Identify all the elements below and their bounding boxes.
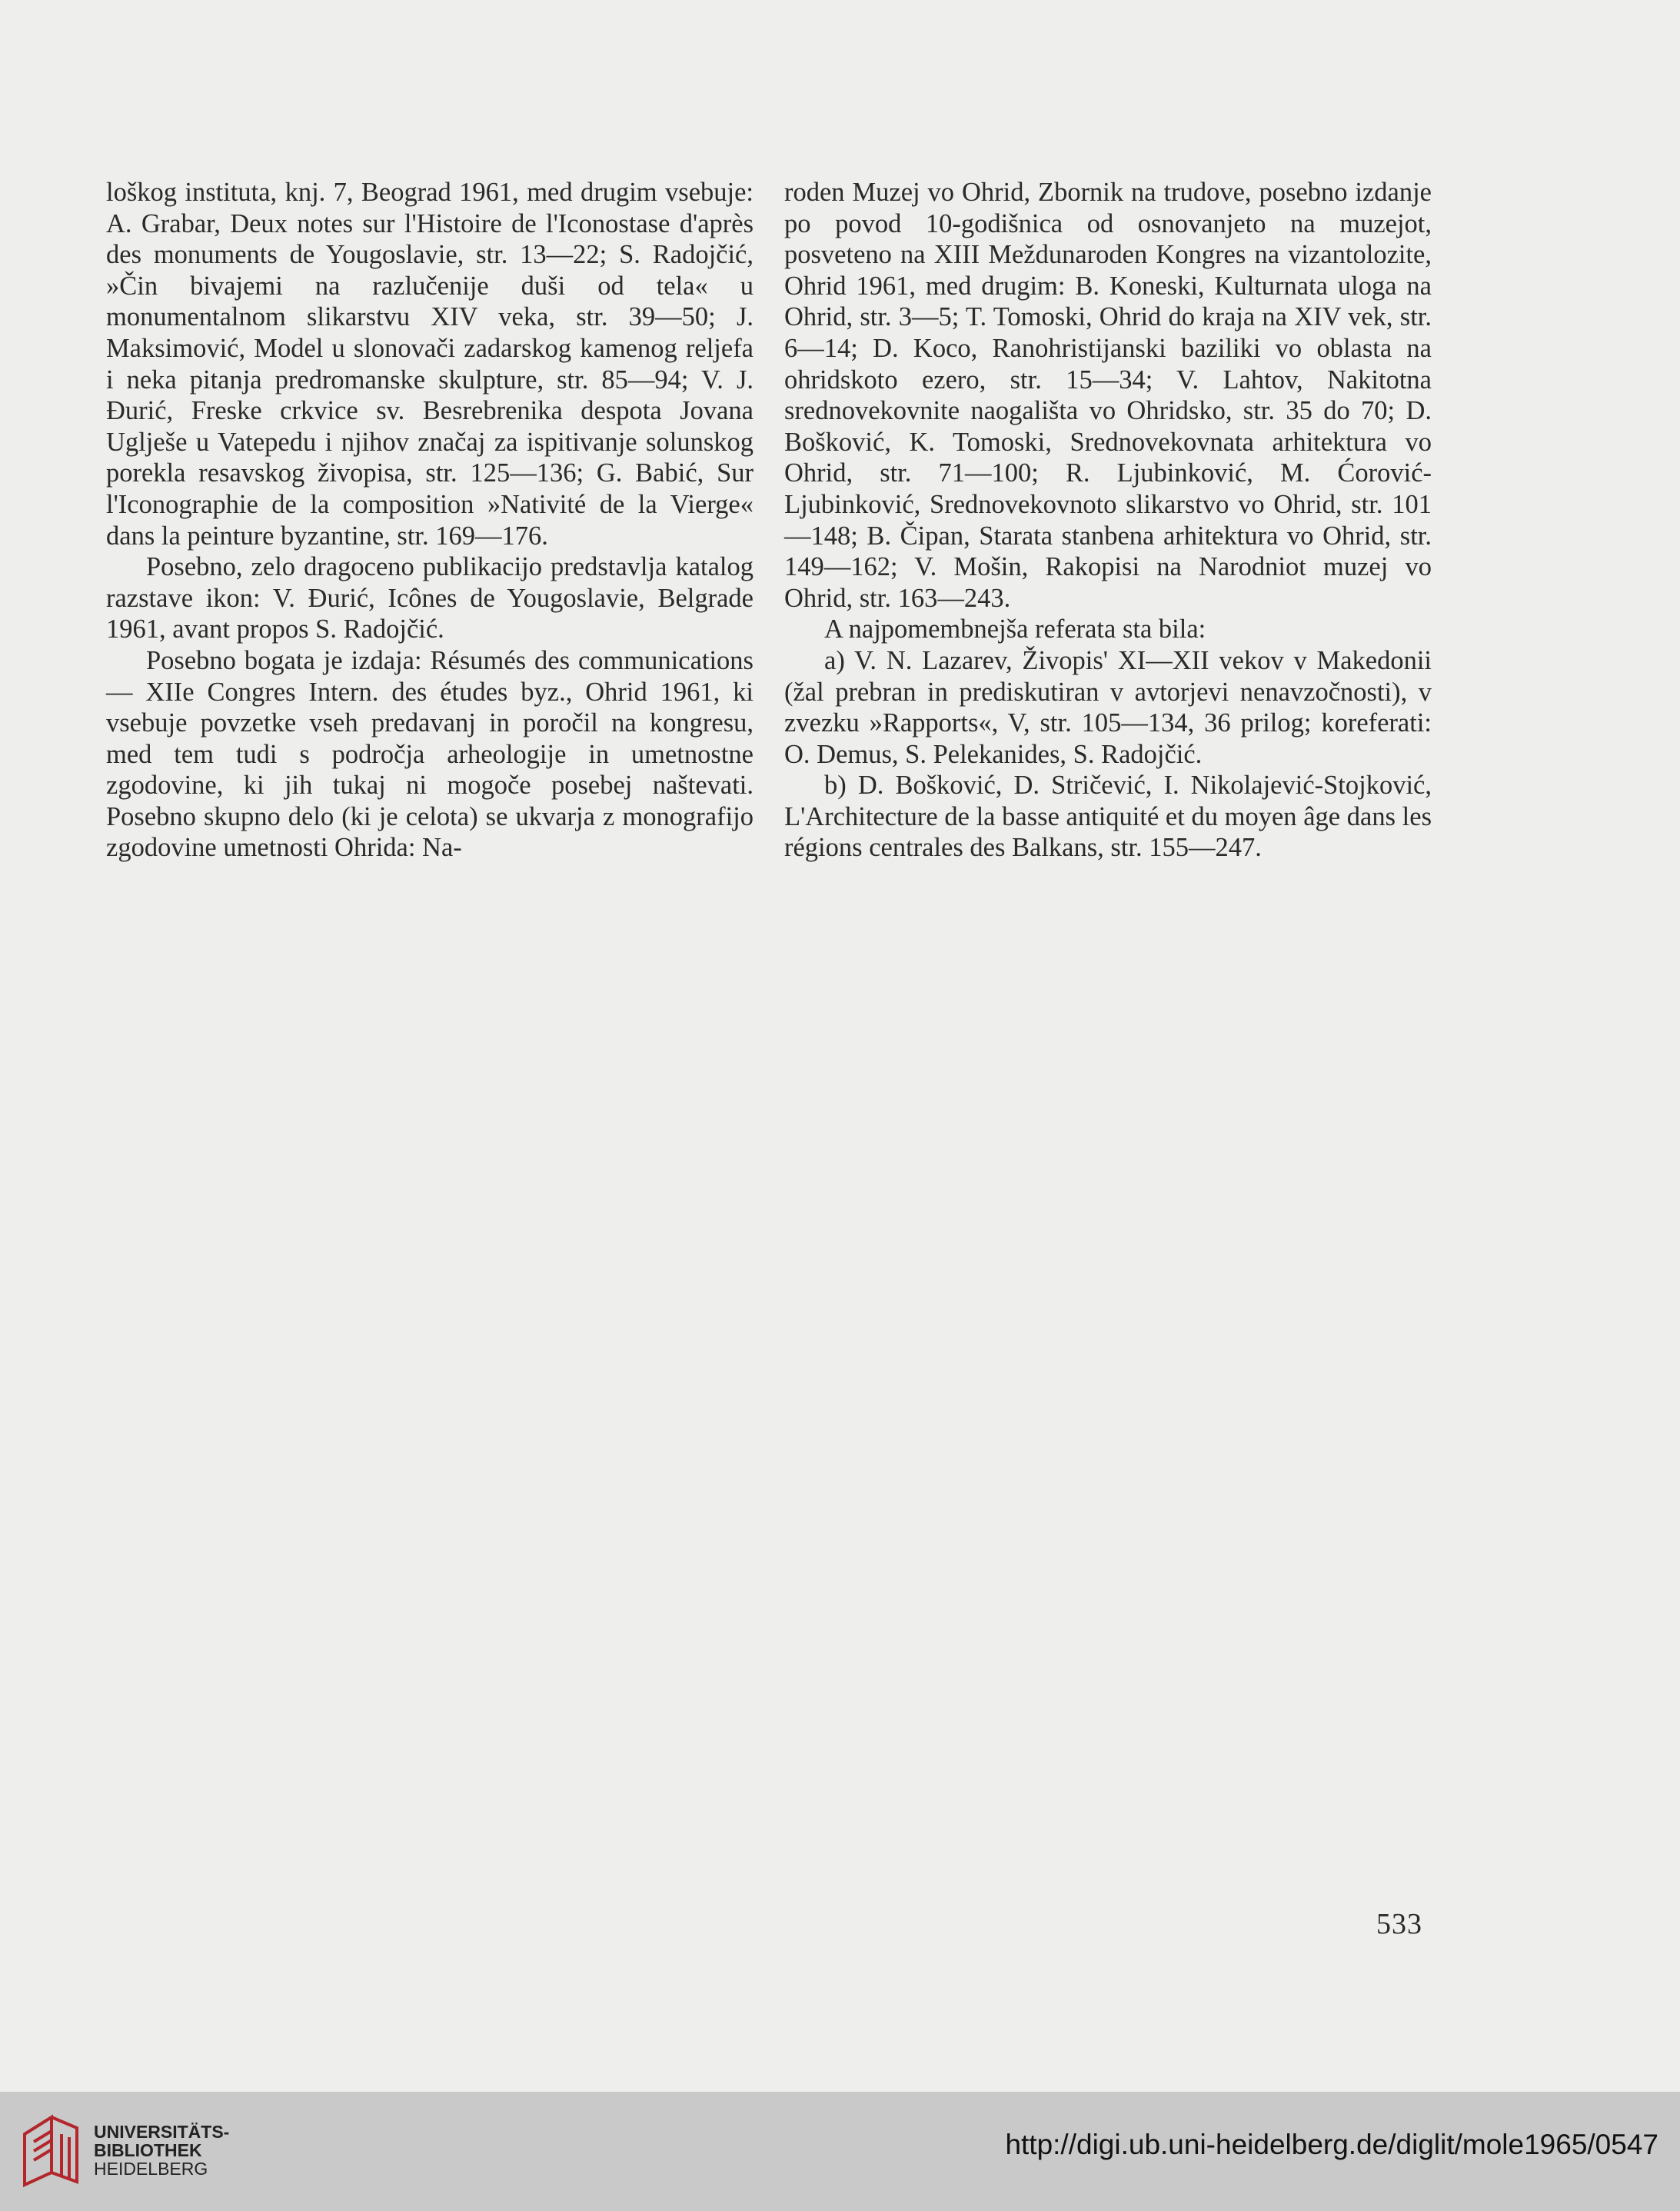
left-text-column [106, 177, 754, 864]
library-logo-icon [17, 2111, 83, 2188]
paragraph: Posebno, zelo dragoceno publikacijo predstavlja katalog razstave ikon: V. Đurić, Icônes de Yougoslavie, Belgrade 1961, avant propos S. Radojčić. [106, 552, 754, 644]
paragraph: A najpomembnejša referata sta bila: [824, 614, 1206, 644]
paragraph: a) V. N. Lazarev, Živopis' XI—XII vekov v Makedonii (žal prebran in prediskutiran v avtorjevi nenavzočnosti), v zvezku »Rapports«, V, str. 105—134, 36 prilog; koreferati: O. Demus, S. Pelekanides, S. Radojčić. [784, 645, 1432, 769]
paragraph: roden Muzej vo Ohrid, Zbornik na trudove, posebno izdanje po povod 10-godišnica od osnovanjeto na muzejot, posveteno na XIII Meždunaroden Kongres na vizantolozite, Ohrid 1961, med drugim: B. Koneski, Kulturnata uloga na Ohrid, str. 3—5; T. Tomoski, Ohrid do kraja na XIV vek, str. 6—14; D. Koco, Ranohristijanski baziliki vo oblasta na ohridskoto ezero, str. 15—34; V. Lahtov, Nakitotna srednovekovnite naogališta vo Ohridsko, str. 35 do 70; D. Bošković, K. Tomoski, Srednovekovnata arhitektura vo Ohrid, str. 71—100; R. Ljubinković, M. Ćorović-Ljubinković, Srednovekovnoto slikarstvo vo Ohrid, str. 101—148; B. Čipan, Starata stanbena arhitektura vo Ohrid, str. 149—162; V. Mošin, Rakopisi na Narodniot muzej vo Ohrid, str. 163—243. [784, 178, 1432, 613]
paragraph: b) D. Bošković, D. Stričević, I. Nikolajević-Stojković, L'Architecture de la basse antiquité et du moyen âge dans les régions centrales des Balkans, str. 155—247. [784, 771, 1432, 863]
right-text-column [784, 177, 1432, 864]
library-logo-text [94, 2123, 229, 2178]
page-number: 533 [1376, 1908, 1422, 1940]
footer-bar [0, 2092, 1680, 2211]
logo-line: HEIDELBERG [94, 2159, 208, 2179]
paragraph: loškog instituta, knj. 7, Beograd 1961, med drugim vsebuje: A. Grabar, Deux notes sur l'Histoire de l'Iconostase d'après des monuments de Yougoslavie, str. 13—22; S. Radojčić, »Čin bivajemi na razlučenije duši od tela« u monumentalnom slikarstvu XIV veka, str. 39—50; J. Maksimović, Model u slonovači zadarskog kamenog reljefa i neka pitanja predromanske skulpture, str. 85—94; V. J. Đurić, Freske crkvice sv. Besrebrenika despota Jovana Uglješe u Vatepedu i njihov značaj za ispitivanje solunskog porekla resavskog živopisa, str. 125—136; G. Babić, Sur l'Iconographie de la composition »Nativité de la Vierge« dans la peinture byzantine, str. 169—176. [106, 178, 754, 551]
paragraph: Posebno bogata je izdaja: Résumés des communications — XIIe Congres Intern. des études byz., Ohrid 1961, ki vsebuje povzetke vseh predavanj in poročil na kongresu, med tem tudi s področja arheologije in umetnostne zgodovine, ki jih tukaj ni mogoče posebej naštevati. Posebno skupno delo (ki je celota) se ukvarja z monografijo zgodovine umetnosti Ohrida: Na- [106, 645, 754, 863]
source-url[interactable]: http://digi.ub.uni-heidelberg.de/diglit/mole1965/0547 [1005, 2129, 1658, 2160]
logo-line: UNIVERSITÄTS- [94, 2122, 230, 2142]
logo-line: BIBLIOTHEK [94, 2140, 202, 2160]
